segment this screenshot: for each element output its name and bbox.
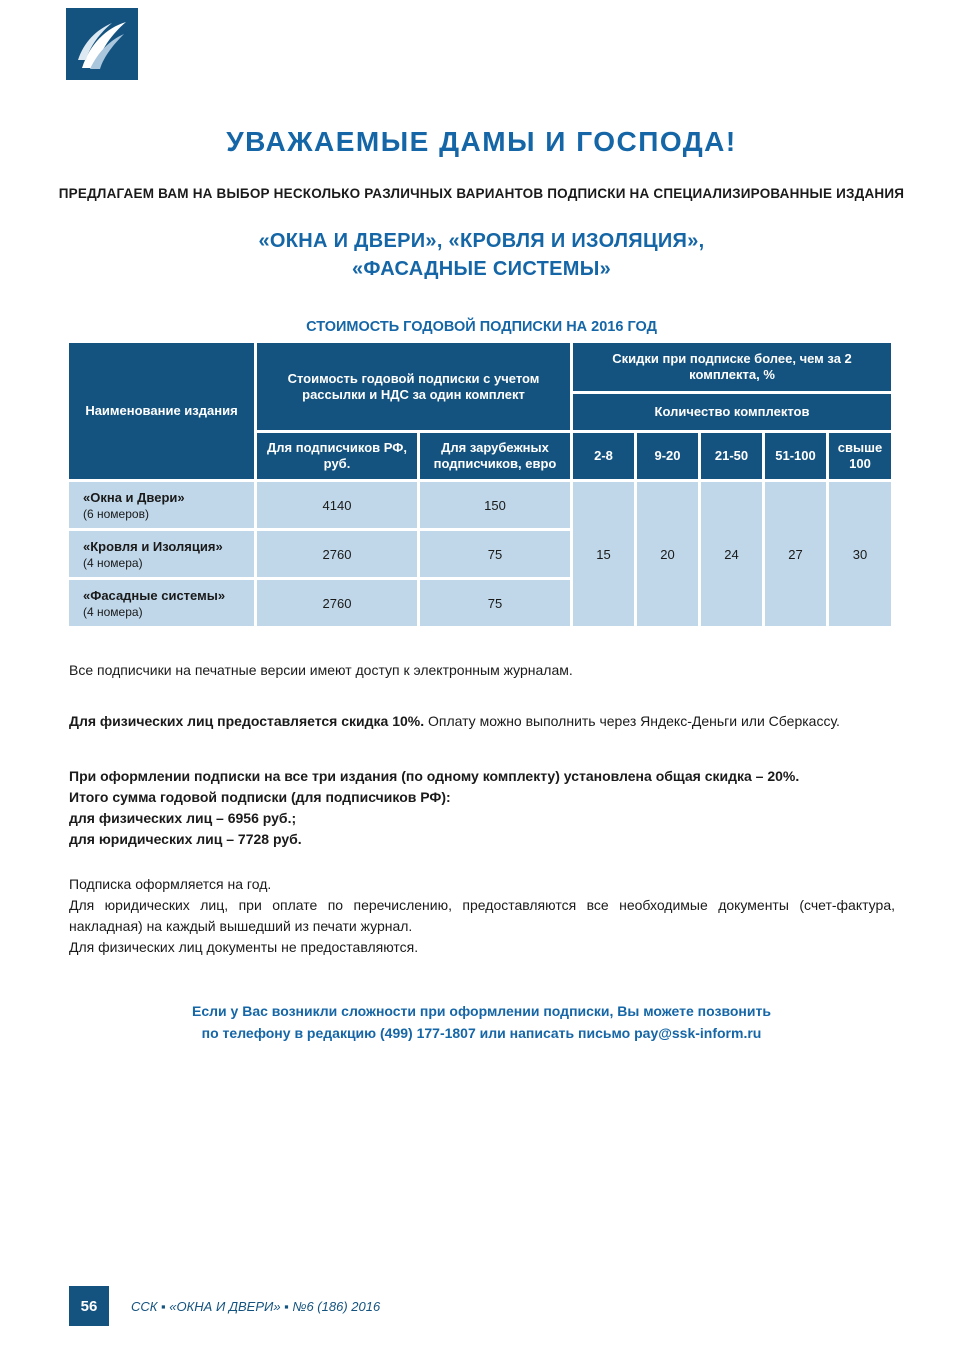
table-title: СТОИМОСТЬ ГОДОВОЙ ПОДПИСКИ НА 2016 ГОД [306,319,657,335]
edition-name-cell [69,580,254,626]
price-rf-cell: 2760 [257,531,417,577]
discount-rest-text: Оплату можно выполнить через Яндекс-Деньги или Сберкассу. [424,713,840,729]
table-header-price-rf: Для подписчиков РФ, руб. [257,433,417,479]
price-foreign-cell: 75 [420,531,570,577]
table-row [69,482,891,528]
terms-line: Подписка оформляется на год. [69,876,272,892]
terms-line: Для физических лиц документы не предоставляются. [69,939,419,955]
table-header-discount-group: Скидки при подписке более, чем за 2 комплекта, % [573,343,891,391]
edition-name-cell [69,482,254,528]
discount-value-cell: 24 [701,482,762,626]
table-header-discount-col: 2-8 [573,433,634,479]
price-rf-cell: 2760 [257,580,417,626]
discount-value-cell: 20 [637,482,698,626]
contact-line-1: Если у Вас возникли сложности при оформлении подписки, Вы можете позвонить [192,1003,771,1019]
discount-bold-text: Для физических лиц предоставляется скидка 10%. [69,713,425,729]
edition-name: «Окна и Двери» [83,489,185,505]
publisher-logo-icon [66,8,138,80]
editions-line-1: «ОКНА И ДВЕРИ», «КРОВЛЯ И ИЗОЛЯЦИЯ», [258,230,705,252]
terms-line: Для юридических лиц, при оплате по перечислению, предоставляются все необходимые документы (счет-фактура, накладная) на каждый вышедший из печати журнал. [69,897,895,934]
discount-value-cell: 15 [573,482,634,626]
table-header-discount-col: 9-20 [637,433,698,479]
price-rf-cell: 4140 [257,482,417,528]
table-header-discount-col: 21-50 [701,433,762,479]
table-header-name: Наименование издания [69,343,254,479]
discount-value-cell: 30 [829,482,891,626]
table-header-discount-col: 51-100 [765,433,826,479]
footer-page-number: 56 [69,1286,109,1326]
paragraph-terms [69,874,895,958]
bundle-line: Итого сумма годовой подписки (для подписчиков РФ): [69,789,451,805]
editions-heading [0,227,963,283]
table-header-price-foreign: Для зарубежных подписчиков, евро [420,433,570,479]
paragraph-individual-discount [69,711,895,732]
contact-line-2: по телефону в редакцию (499) 177-1807 или написать письмо pay@ssk-inform.ru [201,1025,762,1041]
edition-name-cell [69,531,254,577]
contact-block [0,1000,963,1044]
edition-note: (4 номера) [83,555,143,570]
subheading: ПРЕДЛАГАЕМ ВАМ НА ВЫБОР НЕСКОЛЬКО РАЗЛИЧНЫХ ВАРИАНТОВ ПОДПИСКИ НА СПЕЦИАЛИЗИРОВАННЫЕ ИЗДАНИЯ [58,186,905,201]
editions-line-2: «ФАСАДНЫЕ СИСТЕМЫ» [351,258,612,280]
paragraph-bundle-discount [69,766,895,850]
main-heading: УВАЖАЕМЫЕ ДАМЫ И ГОСПОДА! [226,126,737,157]
edition-name: «Кровля и Изоляция» [83,538,223,554]
price-foreign-cell: 75 [420,580,570,626]
edition-note: (6 номеров) [83,506,149,521]
price-foreign-cell: 150 [420,482,570,528]
table-header-price-group: Стоимость годовой подписки с учетом рассылки и НДС за один комплект [257,343,570,430]
subscription-price-table [66,340,894,629]
bundle-line: для юридических лиц – 7728 руб. [69,831,302,847]
paragraph-digital-access: Все подписчики на печатные версии имеют доступ к электронным журналам. [69,662,573,678]
bundle-line: При оформлении подписки на все три издания (по одному комплекту) установлена общая скидка – 20%. [69,768,800,784]
edition-name: «Фасадные системы» [83,587,226,603]
table-header-discount-sub: Количество комплектов [573,394,891,430]
bundle-line: для физических лиц – 6956 руб.; [69,810,297,826]
discount-value-cell: 27 [765,482,826,626]
footer-issue-text: ССК ▪ «ОКНА И ДВЕРИ» ▪ №6 (186) 2016 [131,1299,381,1314]
edition-note: (4 номера) [83,604,143,619]
table-header-discount-col: свыше 100 [829,433,891,479]
